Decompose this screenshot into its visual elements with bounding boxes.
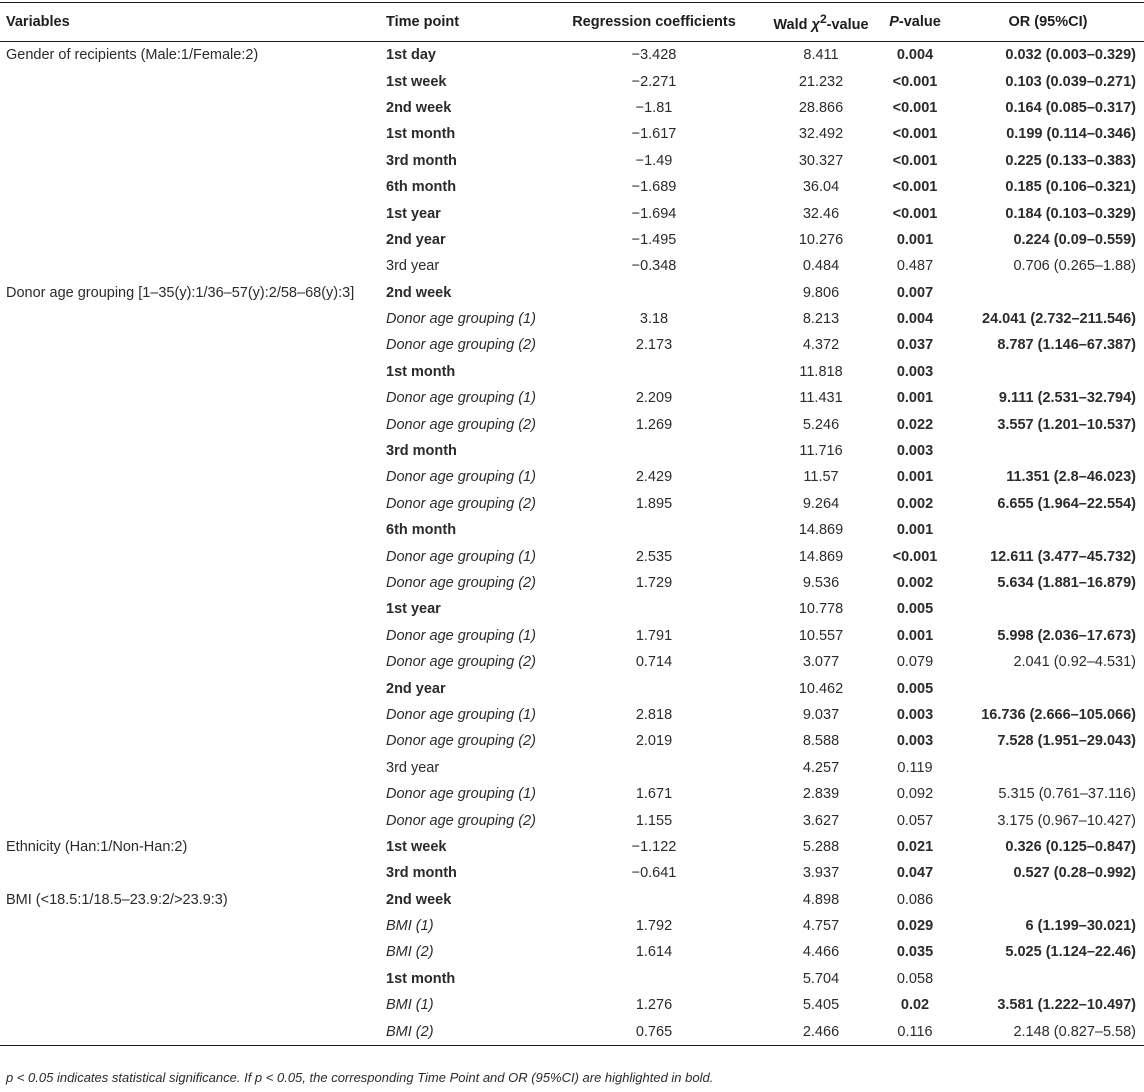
- time-point-cell: Donor age grouping (2): [386, 575, 536, 591]
- wald-cell: 5.246: [802, 416, 840, 433]
- p-value-cell: 0.119: [897, 759, 933, 776]
- variable-cell: [0, 411, 380, 437]
- p-value-cell: <0.001: [892, 152, 938, 169]
- variable-cell: [0, 966, 380, 992]
- coefficient-cell: −3.428: [631, 47, 677, 64]
- or-ci-cell: 0.527 (0.28–0.992): [1013, 865, 1136, 882]
- time-point-cell: 3rd month: [386, 865, 457, 882]
- coefficient-cell: −0.641: [631, 865, 677, 882]
- time-point-cell: Donor age grouping (1): [386, 469, 536, 486]
- wald-cell: 10.276: [798, 231, 844, 248]
- p-value-cell: 0.004: [896, 47, 934, 64]
- coefficient-cell: [544, 887, 764, 913]
- wald-cell: 4.372: [802, 337, 840, 354]
- coefficient-cell: 1.269: [635, 416, 673, 433]
- variable-cell: [0, 438, 380, 464]
- time-point-cell: Donor age grouping (2): [386, 654, 536, 671]
- variable-cell: [0, 1018, 380, 1045]
- variable-cell: [0, 385, 380, 411]
- or-ci-cell: 6 (1.199–30.021): [1025, 918, 1136, 935]
- table-footnote: p < 0.05 indicates statistical significance. If p < 0.05, the corresponding Time Point and OR (95%CI) are highlighted in bold.: [6, 1070, 714, 1085]
- wald-cell: 11.716: [799, 443, 843, 460]
- wald-cell: 11.818: [799, 363, 843, 380]
- wald-cell: 11.57: [803, 469, 839, 486]
- table-row: [0, 1018, 1144, 1045]
- table-row: [0, 174, 1144, 200]
- table-row: [0, 570, 1144, 596]
- time-point-cell: 1st week: [386, 838, 447, 855]
- or-ci-cell: 5.315 (0.761–37.116): [998, 786, 1136, 803]
- wald-cell: 10.557: [798, 627, 844, 644]
- variable-cell: [0, 623, 380, 649]
- coefficient-cell: [544, 675, 764, 701]
- coefficient-cell: [544, 966, 764, 992]
- time-point-cell: 6th month: [386, 179, 457, 196]
- time-point-cell: 1st month: [386, 126, 456, 143]
- time-point-cell: Donor age grouping (2): [386, 733, 536, 750]
- or-ci-cell: [952, 517, 1144, 543]
- or-ci-cell: [952, 596, 1144, 622]
- time-point-cell: 3rd year: [386, 258, 440, 275]
- table-row: [0, 913, 1144, 939]
- table-row: [0, 834, 1144, 860]
- or-ci-cell: 8.787 (1.146–67.387): [997, 337, 1136, 354]
- coefficient-cell: −1.49: [635, 152, 673, 169]
- table-row: [0, 438, 1144, 464]
- coefficient-cell: −1.495: [631, 231, 677, 248]
- variable-cell: [0, 68, 380, 94]
- variable-cell: [0, 992, 380, 1018]
- or-ci-cell: 0.164 (0.085–0.317): [1005, 99, 1136, 116]
- coefficient-cell: −1.617: [631, 126, 677, 143]
- regression-table: [0, 2, 1144, 1046]
- table-row: [0, 860, 1144, 886]
- wald-cell: 4.898: [802, 891, 840, 908]
- coefficient-cell: 1.671: [635, 786, 673, 803]
- wald-cell: 0.484: [802, 258, 840, 275]
- time-point-cell: 3rd month: [386, 152, 457, 169]
- p-value-cell: <0.001: [892, 205, 938, 222]
- wald-cell: 10.778: [798, 601, 844, 618]
- wald-cell: 14.869: [798, 548, 844, 565]
- p-value-cell: 0.004: [896, 311, 934, 328]
- time-point-cell: Donor age grouping (1): [386, 706, 536, 723]
- p-value-cell: 0.001: [896, 231, 934, 248]
- table-row: [0, 385, 1144, 411]
- p-value-cell: 0.001: [896, 627, 934, 644]
- table-row: [0, 306, 1144, 332]
- wald-cell: 36.04: [802, 179, 840, 196]
- time-point-cell: 1st year: [386, 205, 441, 222]
- table-body: [0, 42, 1144, 1046]
- variable-cell: [0, 491, 380, 517]
- or-ci-cell: 2.041 (0.92–4.531): [1013, 654, 1136, 671]
- variable-cell: [0, 675, 380, 701]
- coefficient-cell: 2.209: [635, 390, 673, 407]
- p-value-cell: 0.02: [900, 997, 930, 1014]
- p-value-cell: 0.001: [896, 390, 934, 407]
- p-value-cell: <0.001: [892, 548, 938, 565]
- wald-cell: 8.411: [803, 47, 839, 64]
- header-wald-chi: χ: [811, 16, 820, 33]
- variable-cell: [0, 807, 380, 833]
- time-point-cell: BMI (2): [380, 1018, 544, 1045]
- wald-cell: 5.704: [802, 970, 840, 987]
- p-value-cell: 0.005: [896, 680, 934, 697]
- p-value-cell: 0.021: [896, 838, 934, 855]
- or-ci-cell: 5.634 (1.881–16.879): [997, 575, 1136, 591]
- coefficient-cell: [544, 596, 764, 622]
- wald-cell: 4.466: [802, 944, 840, 961]
- or-ci-cell: [952, 755, 1144, 781]
- table-row: [0, 623, 1144, 649]
- coefficient-cell: 3.18: [639, 311, 669, 328]
- wald-cell: 3.937: [802, 865, 840, 882]
- variable-cell: [0, 148, 380, 174]
- or-ci-cell: 2.148 (0.827–5.58): [952, 1018, 1144, 1045]
- p-value-cell: 0.058: [896, 970, 934, 987]
- p-value-cell: 0.057: [896, 812, 934, 829]
- p-value-cell: 0.116: [878, 1018, 952, 1045]
- p-value-cell: 0.007: [896, 284, 934, 301]
- time-point-cell: 1st year: [386, 601, 441, 618]
- time-point-cell: Donor age grouping (1): [386, 390, 536, 407]
- wald-cell: 3.627: [802, 812, 840, 829]
- time-point-cell: 2nd year: [386, 231, 446, 248]
- or-ci-cell: 9.111 (2.531–32.794): [998, 390, 1136, 407]
- variable-cell: [0, 332, 380, 358]
- table-row: [0, 992, 1144, 1018]
- wald-cell: 9.037: [802, 706, 840, 723]
- wald-cell: 5.288: [802, 838, 840, 855]
- table-row: [0, 359, 1144, 385]
- wald-cell: 9.264: [802, 495, 840, 512]
- coefficient-cell: 2.019: [635, 733, 673, 750]
- variable-cell: [0, 517, 380, 543]
- header-wald-prefix: Wald: [773, 16, 812, 33]
- coefficient-cell: 2.429: [635, 469, 673, 486]
- time-point-cell: 1st week: [386, 73, 447, 90]
- time-point-cell: Donor age grouping (2): [386, 495, 536, 512]
- time-point-cell: 2nd week: [386, 99, 452, 116]
- p-value-cell: 0.003: [896, 706, 934, 723]
- p-value-cell: 0.035: [896, 944, 934, 961]
- variable-cell: [0, 464, 380, 490]
- or-ci-cell: 6.655 (1.964–22.554): [997, 495, 1136, 512]
- wald-cell: 5.405: [802, 997, 840, 1014]
- table-row: [0, 491, 1144, 517]
- wald-cell: 4.757: [802, 918, 840, 935]
- or-ci-cell: 24.041 (2.732–211.546): [982, 311, 1136, 328]
- or-ci-cell: 0.224 (0.09–0.559): [1013, 231, 1136, 248]
- wald-cell: 10.462: [798, 680, 844, 697]
- header-wald-chi2: [764, 3, 878, 42]
- variable-cell: [0, 359, 380, 385]
- variable-cell: [0, 755, 380, 781]
- table-row: [0, 227, 1144, 253]
- time-point-cell: Donor age grouping (1): [386, 311, 536, 328]
- p-value-cell: 0.029: [896, 918, 934, 935]
- table-row: [0, 702, 1144, 728]
- table-row: [0, 649, 1144, 675]
- header-p-value: [878, 3, 952, 42]
- time-point-cell: Donor age grouping (2): [386, 416, 536, 433]
- time-point-cell: Donor age grouping (1): [386, 548, 536, 565]
- or-ci-cell: 0.225 (0.133–0.383): [1005, 152, 1136, 169]
- or-ci-cell: 5.025 (1.124–22.46): [1005, 944, 1136, 961]
- variable-cell: Donor age grouping [1–35(y):1/36–57(y):2/58–68(y):3]: [6, 284, 355, 301]
- header-wald-suffix: -value: [826, 16, 869, 33]
- or-ci-cell: [952, 966, 1144, 992]
- p-value-cell: 0.002: [896, 495, 934, 512]
- coefficient-cell: 0.714: [635, 654, 673, 671]
- time-point-cell: Donor age grouping (2): [386, 812, 536, 829]
- or-ci-cell: 3.581 (1.222–10.497): [997, 997, 1136, 1014]
- p-value-cell: <0.001: [892, 73, 938, 90]
- coefficient-cell: −2.271: [631, 73, 677, 90]
- table-row: [0, 121, 1144, 147]
- coefficient-cell: 1.792: [635, 918, 673, 935]
- wald-cell: 2.466: [764, 1018, 878, 1045]
- time-point-cell: 2nd year: [386, 680, 446, 697]
- header-time-point: Time point: [380, 3, 544, 42]
- or-ci-cell: [952, 280, 1144, 306]
- time-point-cell: BMI (1): [386, 918, 434, 935]
- header-wald-sup: 2: [819, 11, 827, 26]
- variable-cell: BMI (<18.5:1/18.5–23.9:2/>23.9:3): [6, 891, 228, 908]
- or-ci-cell: 16.736 (2.666–105.066): [981, 706, 1136, 723]
- p-value-cell: <0.001: [892, 99, 938, 116]
- variable-cell: Ethnicity (Han:1/Non-Han:2): [6, 838, 188, 855]
- variable-cell: [0, 728, 380, 754]
- table-row: [0, 728, 1144, 754]
- p-value-cell: 0.002: [896, 575, 934, 591]
- wald-cell: 2.839: [802, 786, 840, 803]
- time-point-cell: 3rd year: [386, 759, 440, 776]
- coefficient-cell: [544, 359, 764, 385]
- p-value-cell: 0.001: [896, 522, 934, 539]
- table-row: [0, 596, 1144, 622]
- table-row: [0, 148, 1144, 174]
- variable-cell: [0, 200, 380, 226]
- wald-cell: 8.213: [802, 311, 840, 328]
- p-value-cell: 0.047: [896, 865, 934, 882]
- time-point-cell: Donor age grouping (2): [386, 337, 536, 354]
- variable-cell: [0, 596, 380, 622]
- wald-cell: 3.077: [802, 654, 840, 671]
- wald-cell: 4.257: [802, 759, 840, 776]
- p-value-cell: 0.037: [896, 337, 934, 354]
- variable-cell: [0, 253, 380, 279]
- variable-cell: [0, 306, 380, 332]
- or-ci-cell: 5.998 (2.036–17.673): [997, 627, 1136, 644]
- or-ci-cell: [952, 359, 1144, 385]
- header-p-italic: P: [889, 14, 899, 30]
- p-value-cell: 0.003: [896, 733, 934, 750]
- or-ci-cell: 3.175 (0.967–10.427): [997, 812, 1136, 829]
- coefficient-cell: −1.689: [631, 179, 677, 196]
- wald-cell: 14.869: [798, 522, 844, 539]
- variable-cell: [0, 95, 380, 121]
- variable-cell: [0, 913, 380, 939]
- coefficient-cell: −0.348: [631, 258, 677, 275]
- table-row: [0, 280, 1144, 306]
- wald-cell: 32.492: [798, 126, 844, 143]
- table-row: [0, 543, 1144, 569]
- variable-cell: [0, 702, 380, 728]
- or-ci-cell: 0.103 (0.039–0.271): [1005, 73, 1136, 90]
- p-value-cell: 0.079: [896, 654, 934, 671]
- coefficient-cell: −1.81: [635, 99, 673, 116]
- time-point-cell: 2nd week: [386, 891, 452, 908]
- table-row: [0, 411, 1144, 437]
- variable-cell: [0, 227, 380, 253]
- table-row: [0, 332, 1144, 358]
- wald-cell: 30.327: [798, 152, 844, 169]
- p-value-cell: 0.003: [896, 363, 934, 380]
- coefficient-cell: 1.895: [635, 495, 673, 512]
- header-variables: Variables: [0, 3, 380, 42]
- table-row: [0, 68, 1144, 94]
- p-value-cell: <0.001: [892, 126, 938, 143]
- table-row: [0, 464, 1144, 490]
- header-p-suffix: -value: [898, 14, 941, 30]
- coefficient-cell: 1.614: [635, 944, 673, 961]
- or-ci-cell: 3.557 (1.201–10.537): [997, 416, 1136, 433]
- table-row: [0, 675, 1144, 701]
- wald-cell: 21.232: [798, 73, 844, 90]
- time-point-cell: 6th month: [386, 522, 457, 539]
- table-header-row: [0, 3, 1144, 42]
- time-point-cell: Donor age grouping (1): [386, 786, 536, 803]
- time-point-cell: 2nd week: [386, 284, 452, 301]
- or-ci-cell: 0.199 (0.114–0.346): [1006, 126, 1136, 143]
- variable-cell: [0, 781, 380, 807]
- or-ci-cell: [952, 438, 1144, 464]
- table-row: [0, 755, 1144, 781]
- variable-cell: Gender of recipients (Male:1/Female:2): [6, 47, 259, 64]
- or-ci-cell: 0.032 (0.003–0.329): [1005, 47, 1136, 64]
- time-point-cell: 1st day: [386, 47, 436, 64]
- wald-cell: 11.431: [799, 390, 843, 407]
- or-ci-cell: [952, 675, 1144, 701]
- coefficient-cell: 0.765: [544, 1018, 764, 1045]
- variable-cell: [0, 543, 380, 569]
- coefficient-cell: −1.122: [631, 838, 677, 855]
- coefficient-cell: 2.818: [635, 706, 673, 723]
- table-row: [0, 781, 1144, 807]
- table-row: [0, 253, 1144, 279]
- coefficient-cell: 1.276: [635, 997, 673, 1014]
- time-point-cell: BMI (2): [386, 944, 434, 961]
- or-ci-cell: 7.528 (1.951–29.043): [997, 733, 1136, 750]
- table-row: [0, 966, 1144, 992]
- coefficient-cell: 1.155: [635, 812, 673, 829]
- coefficient-cell: [544, 438, 764, 464]
- variable-cell: [0, 174, 380, 200]
- or-ci-cell: 12.611 (3.477–45.732): [990, 548, 1136, 565]
- time-point-cell: BMI (1): [386, 997, 434, 1014]
- wald-cell: 32.46: [802, 205, 840, 222]
- coefficient-cell: 1.791: [635, 627, 673, 644]
- coefficient-cell: 1.729: [635, 575, 673, 591]
- or-ci-cell: 0.185 (0.106–0.321): [1005, 179, 1136, 196]
- table-row: [0, 939, 1144, 965]
- or-ci-cell: 0.184 (0.103–0.329): [1005, 205, 1136, 222]
- coefficient-cell: [544, 280, 764, 306]
- variable-cell: [0, 860, 380, 886]
- table-row: [0, 95, 1144, 121]
- table-row: [0, 42, 1144, 69]
- p-value-cell: 0.001: [896, 469, 934, 486]
- table-row: [0, 517, 1144, 543]
- coefficient-cell: [544, 517, 764, 543]
- wald-cell: 9.806: [802, 284, 840, 301]
- time-point-cell: Donor age grouping (1): [386, 627, 536, 644]
- variable-cell: [0, 939, 380, 965]
- coefficient-cell: 2.173: [635, 337, 673, 354]
- table-row: [0, 887, 1144, 913]
- wald-cell: 28.866: [798, 99, 844, 116]
- p-value-cell: 0.022: [896, 416, 934, 433]
- p-value-cell: 0.003: [896, 443, 934, 460]
- coefficient-cell: 2.535: [635, 548, 673, 565]
- coefficient-cell: [544, 755, 764, 781]
- wald-cell: 9.536: [802, 575, 840, 591]
- time-point-cell: 3rd month: [386, 443, 457, 460]
- p-value-cell: 0.005: [896, 601, 934, 618]
- variable-cell: [0, 121, 380, 147]
- header-or-ci: OR (95%CI): [952, 3, 1144, 42]
- time-point-cell: 1st month: [386, 970, 456, 987]
- or-ci-cell: 0.326 (0.125–0.847): [1005, 838, 1136, 855]
- table-row: [0, 807, 1144, 833]
- p-value-cell: 0.092: [896, 786, 934, 803]
- wald-cell: 8.588: [802, 733, 840, 750]
- p-value-cell: 0.086: [896, 891, 934, 908]
- or-ci-cell: [952, 887, 1144, 913]
- coefficient-cell: −1.694: [631, 205, 677, 222]
- variable-cell: [0, 570, 380, 596]
- or-ci-cell: 11.351 (2.8–46.023): [1006, 469, 1136, 486]
- table-row: [0, 200, 1144, 226]
- variable-cell: [0, 649, 380, 675]
- header-regression-coefficients: Regression coefficients: [544, 3, 764, 42]
- or-ci-cell: 0.706 (0.265–1.88): [1013, 258, 1136, 275]
- p-value-cell: <0.001: [892, 179, 938, 196]
- p-value-cell: 0.487: [896, 258, 934, 275]
- time-point-cell: 1st month: [386, 363, 456, 380]
